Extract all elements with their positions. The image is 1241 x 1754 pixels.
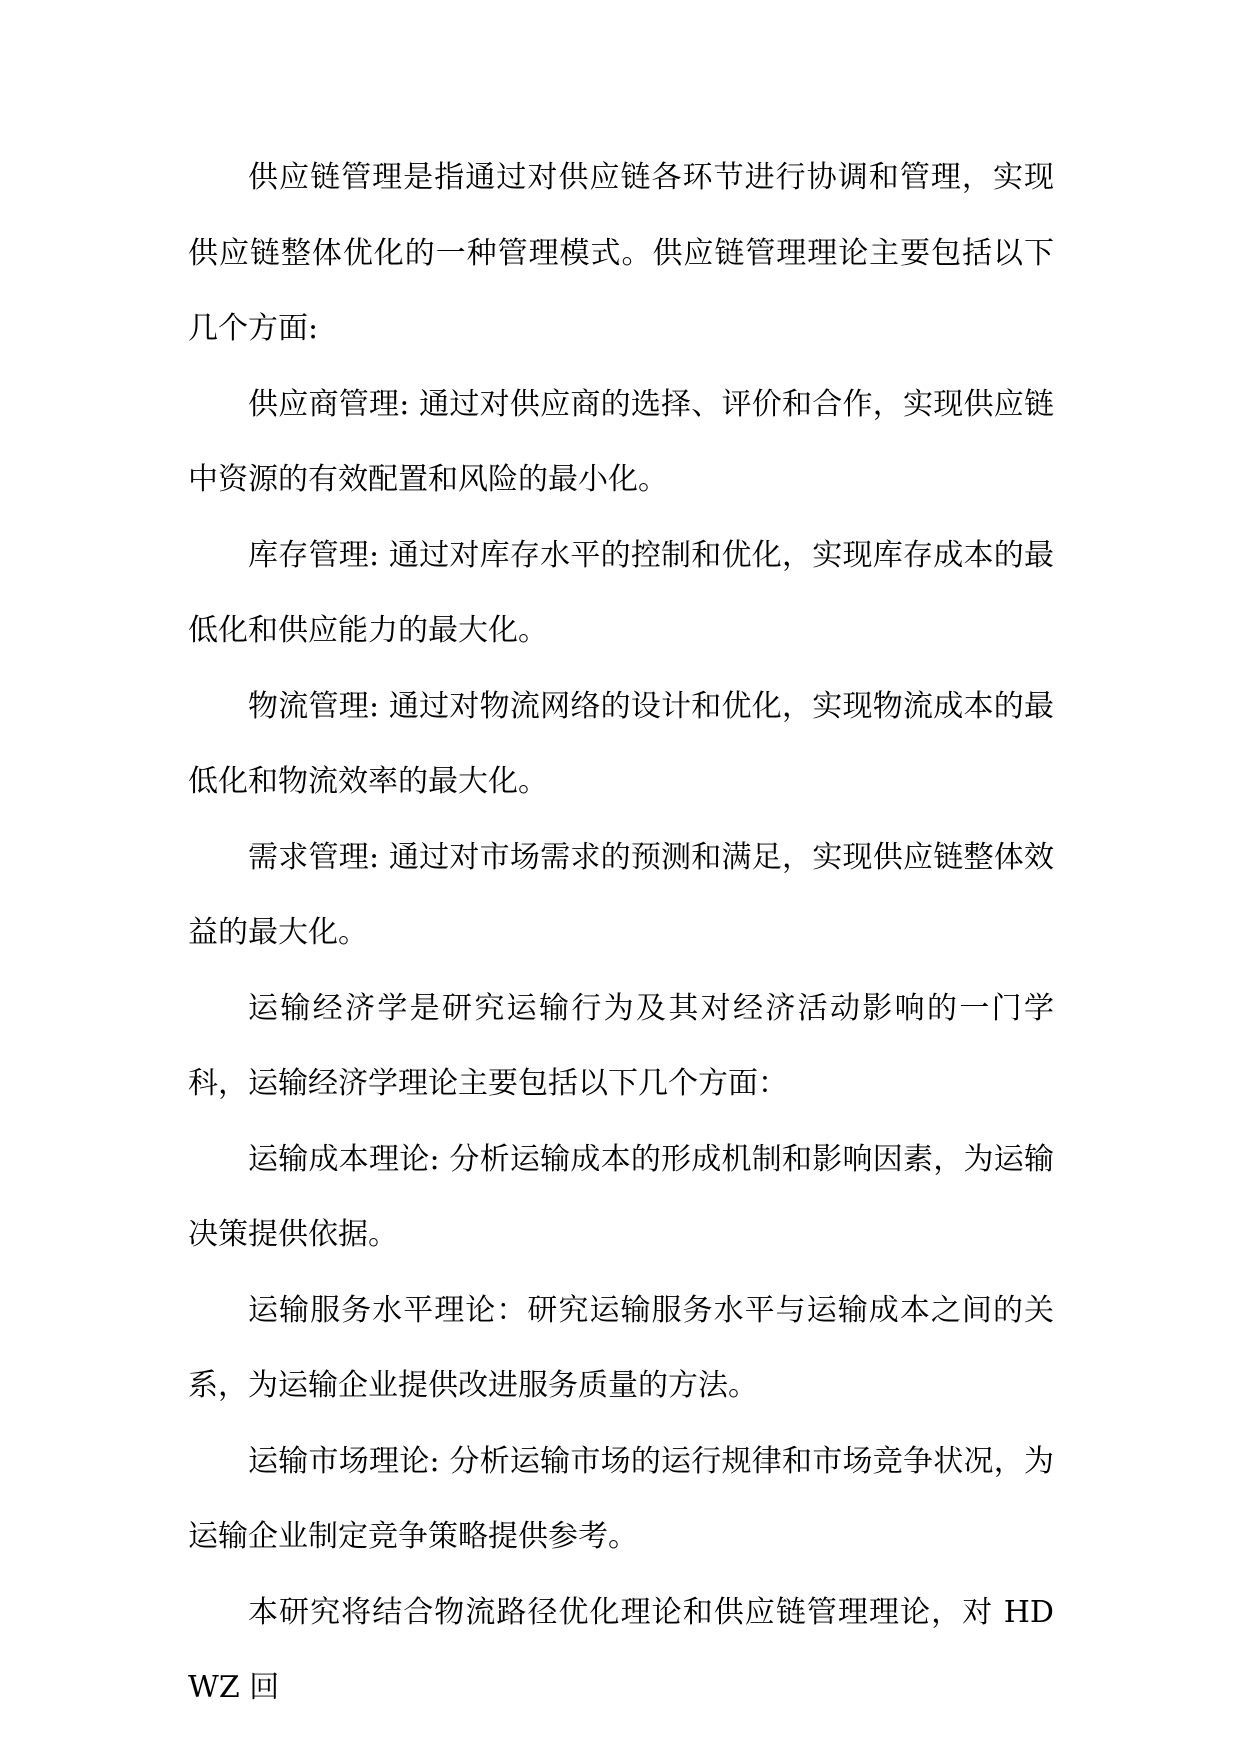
document-body	[188, 140, 1054, 1726]
paragraph-inventory-management: 库存管理: 通过对库存水平的控制和优化，实现库存成本的最低化和供应能力的最大化。	[188, 537, 1054, 648]
paragraph-transport-market-theory: 运输市场理论: 分析运输市场的运行规律和市场竞争状况，为运输企业制定竞争策略提供参考。	[188, 1443, 1054, 1554]
paragraph-transport-economics-intro: 运输经济学是研究运输行为及其对经济活动影响的一门学科，运输经济学理论主要包括以下几个方面：	[188, 990, 1054, 1101]
paragraph-logistics-management: 物流管理: 通过对物流网络的设计和优化，实现物流成本的最低化和物流效率的最大化。	[188, 688, 1054, 799]
paragraph-study-scope: 本研究将结合物流路径优化理论和供应链管理理论，对 HDWZ 回	[188, 1594, 1054, 1705]
paragraph-demand-management: 需求管理: 通过对市场需求的预测和满足，实现供应链整体效益的最大化。	[188, 839, 1054, 950]
paragraph-supplier-management: 供应商管理: 通过对供应商的选择、评价和合作，实现供应链中资源的有效配置和风险的最小化。	[188, 386, 1054, 497]
paragraph-transport-service-level-theory: 运输服务水平理论：研究运输服务水平与运输成本之间的关系，为运输企业提供改进服务质量的方法。	[188, 1292, 1054, 1403]
paragraph-supply-chain-intro: 供应链管理是指通过对供应链各环节进行协调和管理，实现供应链整体优化的一种管理模式。供应链管理理论主要包括以下几个方面:	[188, 160, 1054, 346]
paragraph-transport-cost-theory: 运输成本理论: 分析运输成本的形成机制和影响因素，为运输决策提供依据。	[188, 1141, 1054, 1252]
